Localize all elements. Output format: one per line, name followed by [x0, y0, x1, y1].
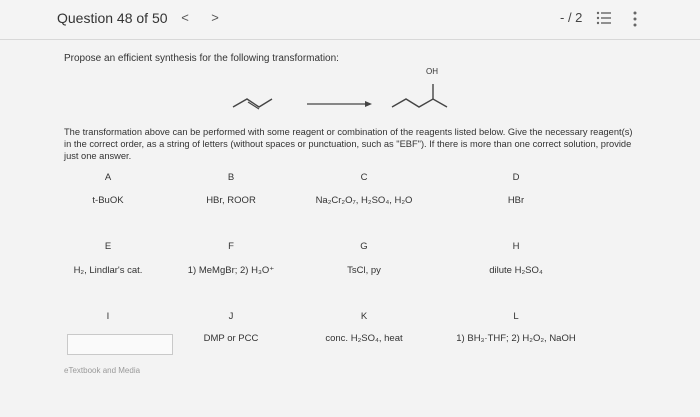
reagent-letter-c: C: [360, 172, 368, 183]
reagent-k: conc. H₂SO₄, heat: [325, 333, 403, 344]
reagent-l: 1) BH₃·THF; 2) H₂O₂, NaOH: [456, 333, 576, 344]
reagent-j: DMP or PCC: [203, 333, 259, 344]
reagent-g: TsCl, py: [347, 265, 381, 276]
score-display: - / 2: [560, 10, 583, 25]
reagent-letter-k: K: [360, 311, 368, 322]
reagent-letter-i: I: [106, 311, 110, 322]
reaction-scheme: [225, 59, 475, 134]
question-list-icon[interactable]: [596, 11, 612, 25]
reagent-h: dilute H₂SO₄: [489, 265, 543, 276]
reagent-e: H₂, Lindlar's cat.: [73, 265, 143, 276]
instructions-text: The transformation above can be performed with some reagent or combination of the reagents listed below. Give the necessary reagent(s) in the correct order, as a string of letters (without spaces or punctuation, such as "EBF"). If there is more than one correct solution, provide just one answer.: [64, 127, 633, 161]
question-content: [0, 41, 700, 417]
question-title: Question 48 of 50: [57, 10, 168, 26]
reagent-letter-e: E: [104, 241, 112, 252]
reagent-letter-a: A: [104, 172, 112, 183]
reagent-letter-g: G: [360, 241, 368, 252]
reagent-a: t-BuOK: [92, 195, 124, 206]
etextbook-media-link[interactable]: eTextbook and Media: [64, 366, 141, 375]
reagent-letter-b: B: [227, 172, 235, 183]
product-oh-label: OH: [426, 67, 438, 76]
reagent-c: Na₂Cr₂O₇, H₂SO₄, H₂O: [315, 195, 413, 206]
reagent-letter-j: J: [228, 311, 234, 322]
reagent-letter-h: H: [512, 241, 520, 252]
reagent-f: 1) MeMgBr; 2) H₃O⁺: [187, 265, 275, 276]
reagent-letter-d: D: [512, 172, 520, 183]
reagent-letter-l: L: [513, 311, 519, 322]
product-structure: [392, 99, 447, 107]
reagent-letter-f: F: [228, 241, 234, 252]
question-header: [0, 0, 700, 40]
starting-material-structure: [233, 99, 272, 107]
more-options-icon[interactable]: [632, 10, 638, 28]
question-prompt: Propose an efficient synthesis for the following transformation:: [64, 53, 339, 64]
next-question-button[interactable]: >: [211, 10, 219, 25]
answer-input[interactable]: [67, 334, 173, 355]
reagent-b: HBr, ROOR: [206, 195, 256, 206]
previous-question-button[interactable]: <: [181, 10, 189, 25]
reagent-d: HBr: [507, 195, 525, 206]
